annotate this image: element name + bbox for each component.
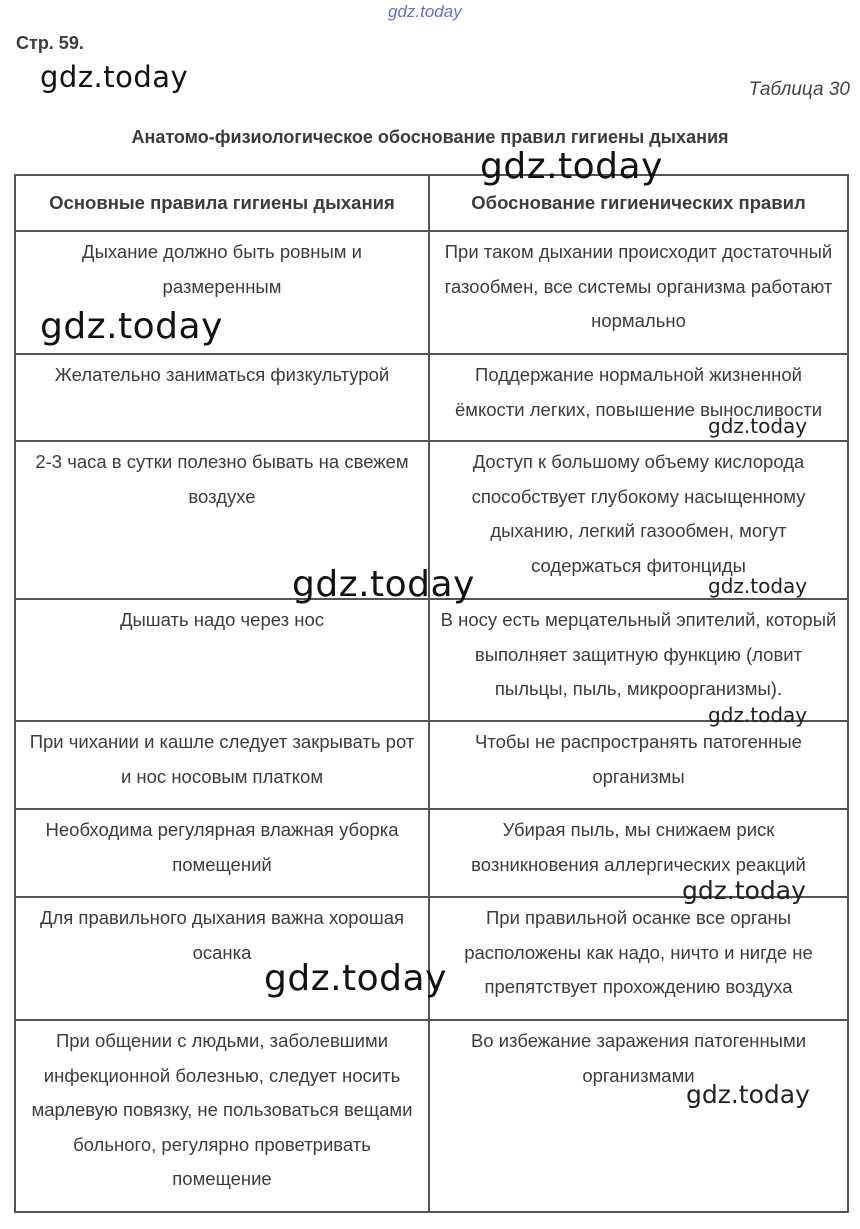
watermark: gdz.today	[292, 564, 475, 605]
column-header-reasons: Обоснование гигиенических правил	[429, 175, 848, 231]
table-row	[15, 897, 848, 1020]
reason-cell: Убирая пыль, мы снижаем риск возникновения аллергических реакций	[429, 809, 848, 897]
table-row	[15, 809, 848, 897]
rule-cell: Необходима регулярная влажная уборка помещений	[15, 809, 429, 897]
rule-cell: При чихании и кашле следует закрывать рот и нос носовым платком	[15, 721, 429, 809]
reason-cell: При правильной осанке все органы расположены как надо, ничто и нигде не препятствует прохождению воздуха	[429, 897, 848, 1020]
rule-cell: Дыхание должно быть ровным и размеренным	[15, 231, 429, 354]
watermark: gdz.today	[264, 958, 447, 999]
table-row	[15, 354, 848, 441]
reason-cell: При таком дыхании происходит достаточный газообмен, все системы организма работают нормально	[429, 231, 848, 354]
watermark: gdz.today	[708, 574, 808, 598]
watermark: gdz.today	[708, 414, 808, 438]
rule-cell: 2-3 часа в сутки полезно бывать на свежем воздухе	[15, 441, 429, 599]
reason-cell: В носу есть мерцательный эпителий, который выполняет защитную функцию (ловит пыльцы, пыль, микроорганизмы).	[429, 599, 848, 721]
watermark: gdz.today	[682, 876, 806, 905]
watermark: gdz.today	[708, 703, 808, 727]
watermark: gdz.today	[480, 146, 663, 187]
reason-cell: Во избежание заражения патогенными организмами	[429, 1020, 848, 1212]
table-number: Таблица 30	[748, 79, 850, 100]
page-label: Стр. 59.	[16, 33, 84, 53]
table-header-row	[15, 175, 848, 231]
rule-cell: Желательно заниматься физкультурой	[15, 354, 429, 441]
reason-cell: Доступ к большому объему кислорода способствует глубокому насыщенному дыханию, легкий газообмен, могут содержаться фитонциды	[429, 441, 848, 599]
reason-cell: Чтобы не распространять патогенные организмы	[429, 721, 848, 809]
rule-cell: Для правильного дыхания важна хорошая осанка	[15, 897, 429, 1020]
watermark: gdz.today	[40, 306, 223, 347]
table-row	[15, 441, 848, 599]
watermark: gdz.today	[40, 60, 189, 94]
table-row	[15, 721, 848, 809]
reason-cell: Поддержание нормальной жизненной ёмкости легких, повышение выносливости	[429, 354, 848, 441]
table-title: Анатомо-физиологическое обоснование правил гигиены дыхания	[131, 127, 729, 147]
table-row	[15, 231, 848, 354]
top-watermark: gdz.today	[388, 2, 462, 21]
table-row	[15, 1020, 848, 1212]
rule-cell: При общении с людьми, заболевшими инфекционной болезнью, следует носить марлевую повязку, не пользоваться вещами больного, регулярно проветривать помещение	[15, 1020, 429, 1212]
column-header-rules: Основные правила гигиены дыхания	[15, 175, 429, 231]
hygiene-table	[14, 174, 849, 1213]
rule-cell: Дышать надо через нос	[15, 599, 429, 721]
table-row	[15, 599, 848, 721]
watermark: gdz.today	[686, 1080, 810, 1109]
